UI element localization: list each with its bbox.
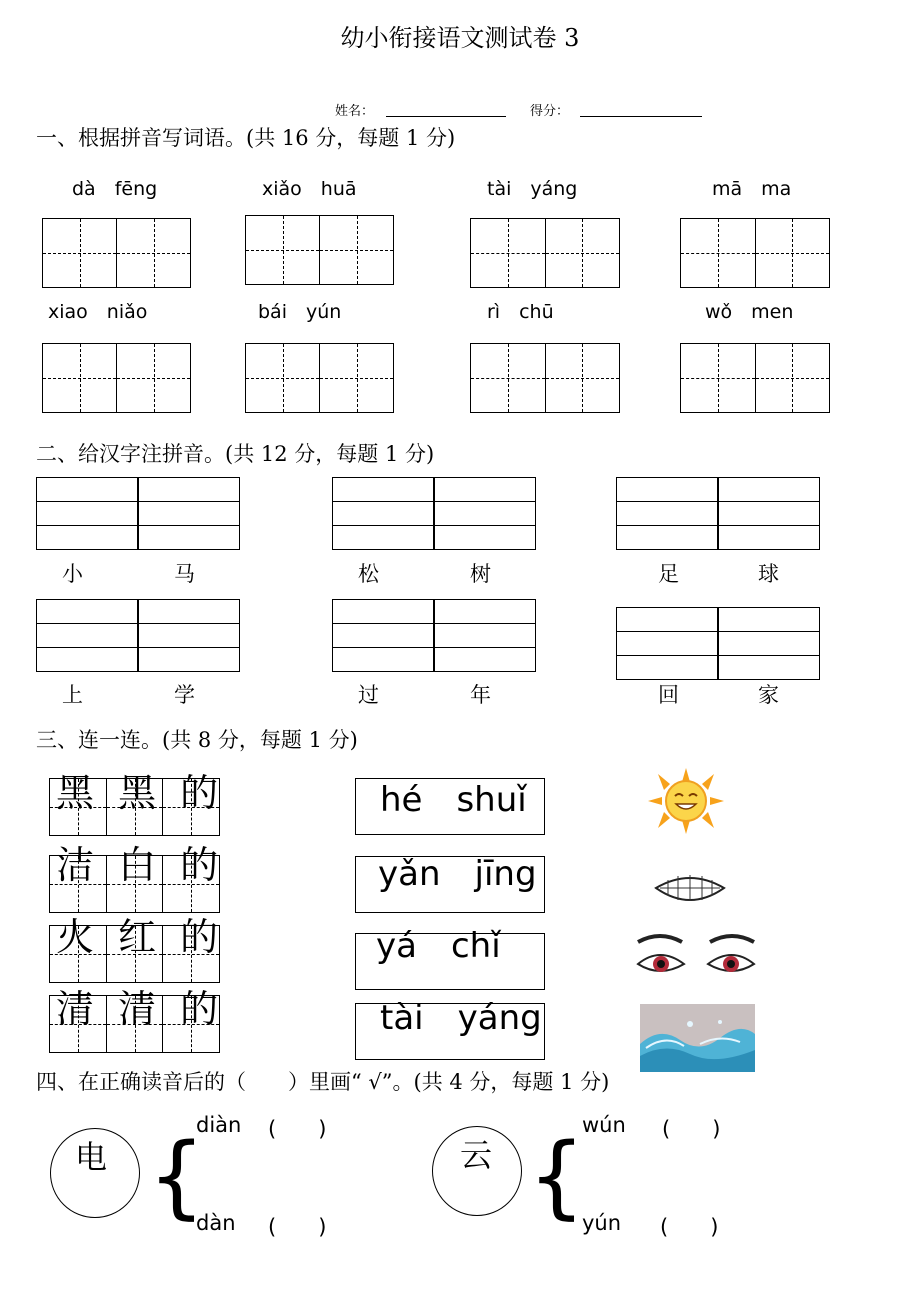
writing-grid[interactable] [680, 343, 830, 413]
option-pinyin: diàn [196, 1113, 242, 1137]
score-label: 得分： [530, 104, 570, 119]
pinyin-grid[interactable] [332, 477, 536, 550]
hanzi-char: 回 [658, 683, 679, 707]
hanzi-char: 树 [470, 562, 491, 586]
option-pinyin: yún [582, 1211, 622, 1235]
hanzi-char: 小 [62, 562, 83, 586]
hanzi-char: 过 [358, 683, 379, 707]
brace-icon: { [528, 1124, 586, 1229]
writing-grid[interactable] [245, 215, 394, 285]
answer-paren[interactable]: ( ) [660, 1215, 719, 1239]
pinyin-prompt: rì chū [487, 301, 554, 323]
writing-grid[interactable] [680, 218, 830, 288]
answer-paren[interactable]: ( ) [268, 1215, 327, 1239]
hanzi-char: 上 [62, 683, 83, 707]
hanzi-char: 家 [758, 683, 779, 707]
pinyin-prompt: bái yún [258, 301, 342, 323]
option-pinyin: wún [582, 1113, 626, 1137]
match-pinyin[interactable]: hé shuǐ [380, 780, 527, 820]
pinyin-grid[interactable] [36, 599, 240, 672]
pinyin-grid[interactable] [616, 477, 820, 550]
pinyin-prompt: mā ma [712, 178, 792, 200]
section-2-heading: 二、给汉字注拼音。(共 12 分，每题 1 分) [36, 442, 435, 466]
writing-grid[interactable] [470, 218, 620, 288]
hanzi-char: 足 [658, 562, 679, 586]
match-word[interactable]: 洁 白 的 [56, 843, 225, 887]
option-pinyin: dàn [196, 1211, 236, 1235]
pinyin-prompt: tài yáng [487, 178, 578, 200]
pinyin-prompt: wǒ men [705, 301, 794, 323]
match-pinyin[interactable]: yǎn jīng [378, 854, 537, 894]
section-1-heading: 一、根据拼音写词语。(共 16 分，每题 1 分) [36, 126, 456, 150]
hanzi-char: 马 [174, 562, 195, 586]
pinyin-prompt: xiǎo huā [262, 178, 357, 200]
hanzi-char: 球 [758, 562, 779, 586]
pinyin-grid[interactable] [36, 477, 240, 550]
pinyin-grid[interactable] [332, 599, 536, 672]
char-dian: 电 [75, 1138, 108, 1176]
writing-grid[interactable] [245, 343, 394, 413]
writing-grid[interactable] [42, 343, 191, 413]
pinyin-prompt: dà fēng [72, 178, 158, 200]
pinyin-prompt: xiao niǎo [48, 301, 148, 323]
hanzi-char: 学 [174, 683, 195, 707]
name-label: 姓名： [335, 104, 375, 119]
writing-grid[interactable] [470, 343, 620, 413]
answer-paren[interactable]: ( ) [662, 1117, 721, 1141]
teeth-icon[interactable] [652, 866, 728, 914]
brace-icon: { [148, 1124, 206, 1229]
page-title: 幼小衔接语文测试卷 3 [340, 24, 580, 52]
hanzi-char: 年 [470, 683, 491, 707]
eyes-icon[interactable] [634, 932, 758, 982]
score-blank[interactable] [580, 116, 702, 117]
match-pinyin[interactable]: tài yáng [380, 998, 542, 1038]
section-4-heading: 四、在正确读音后的（ ）里画“ √”。(共 4 分，每题 1 分) [36, 1070, 610, 1094]
match-word[interactable]: 黑 黑 的 [56, 771, 225, 815]
sun-icon[interactable] [648, 768, 724, 834]
pinyin-grid[interactable] [616, 607, 820, 680]
water-icon[interactable] [640, 1004, 755, 1072]
hanzi-char: 松 [358, 562, 379, 586]
writing-grid[interactable] [42, 218, 191, 288]
name-blank[interactable] [386, 116, 506, 117]
match-word[interactable]: 火 红 的 [56, 915, 225, 959]
char-yun: 云 [460, 1136, 493, 1174]
match-pinyin[interactable]: yá chǐ [376, 926, 501, 966]
answer-paren[interactable]: ( ) [268, 1117, 327, 1141]
section-3-heading: 三、连一连。(共 8 分，每题 1 分) [36, 728, 358, 752]
match-word[interactable]: 清 清 的 [56, 987, 225, 1031]
